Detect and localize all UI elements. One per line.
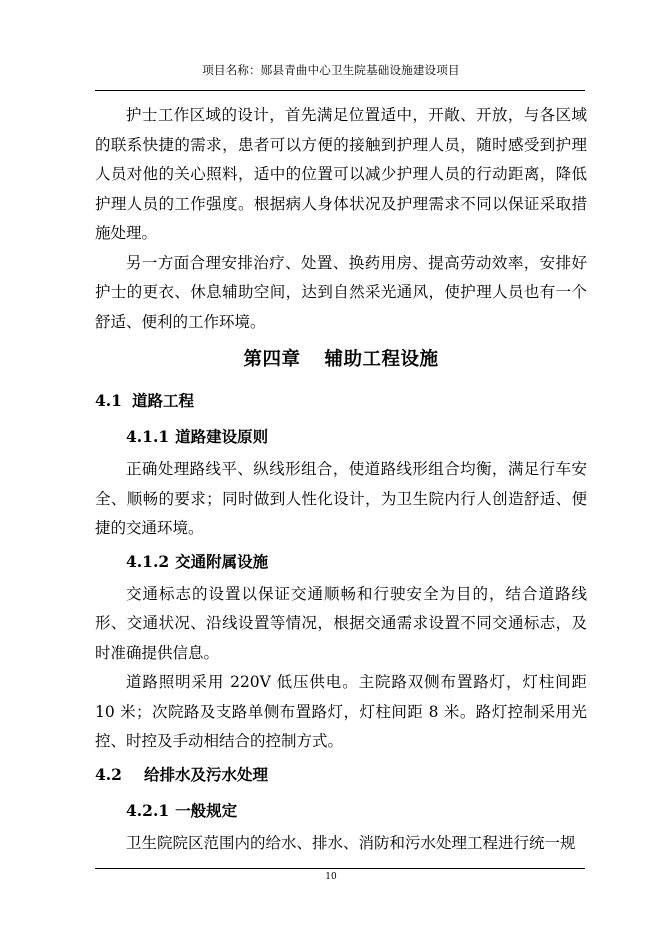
section-heading-4-1 (95, 383, 587, 419)
section-number: 4.2 (95, 764, 122, 784)
chapter-number: 第四章 (243, 349, 301, 370)
subsection-number: 4.1.1 (126, 427, 170, 446)
footer-divider (95, 868, 585, 869)
paragraph-nurse-station-design: 护士工作区域的设计，首先满足位置适中，开敞、开放，与各区域的联系快捷的需求，患者可以方便的接触到护理人员，随时感受到护理人员对他的关心照料，适中的位置可以减少护理人员的行动距离，降低护理人员的工作强度。根据病人身体状况及护理需求不同以保证采取措施处理。 (95, 106, 587, 242)
subsection-heading-4-2-1 (95, 793, 587, 829)
paragraph-traffic-signs: 交通标志的设置以保证交通顺畅和行驶安全为目的，结合道路线形、交通状况、沿线设置等情况，根据交通需求设置不同交通标志，及时准确提供信息。 (95, 584, 587, 662)
document-body (95, 101, 587, 858)
subsection-heading-4-1-1 (95, 419, 587, 455)
paragraph-treatment-arrangement: 另一方面合理安排治疗、处置、换药用房、提高劳动效率，安排好护士的更衣、休息辅助空间，达到自然采光通风，使护理人员也有一个舒适、便利的工作环境。 (95, 253, 587, 331)
section-number: 4.1 (95, 391, 122, 410)
page-number: 10 (325, 872, 337, 882)
header-divider (95, 90, 585, 91)
chapter-title: 辅助工程设施 (324, 349, 439, 370)
paragraph-road-lighting: 道路照明采用 220V 低压供电。主院路双侧布置路灯，灯柱间距 10 米；次院路及支路单侧布置路灯，灯柱间距 8 米。路灯控制采用光控、时控及手动相结合的控制方式。 (95, 673, 587, 750)
page-header-project-name: 项目名称：郧县青曲中心卫生院基础设施建设项目 (202, 63, 460, 77)
subsection-title: 交通附属设施 (175, 551, 269, 571)
subsection-number: 4.1.2 (126, 551, 170, 571)
subsection-number: 4.2.1 (126, 800, 170, 820)
section-title: 道路工程 (131, 391, 194, 410)
chapter-heading (95, 337, 587, 383)
paragraph-road-principles: 正确处理路线平、纵线形组合，使道路线形组合均衡，满足行车安全、顺畅的要求；同时做到人性化设计，为卫生院内行人创造舒适、便捷的交通环境。 (95, 460, 587, 537)
subsection-heading-4-1-2 (95, 544, 587, 580)
subsection-title: 一般规定 (175, 800, 238, 820)
paragraph-water-drainage: 卫生院院区范围内的给水、排水、消防和污水处理工程进行统一规 (126, 833, 576, 852)
subsection-title: 道路建设原则 (175, 427, 269, 446)
section-heading-4-2 (95, 757, 587, 793)
section-title: 给排水及污水处理 (143, 764, 268, 784)
